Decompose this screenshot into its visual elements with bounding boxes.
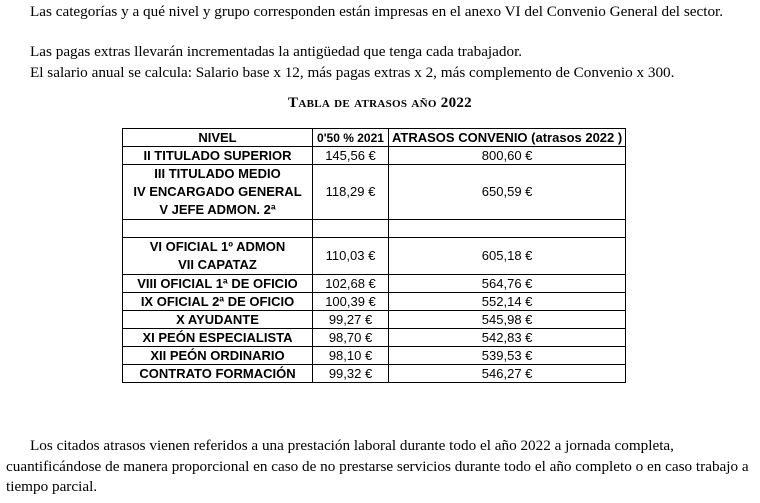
nivel-cell: VIII OFICIAL 1ª DE OFICIO [123, 275, 313, 293]
atrasos-cell: 650,59 € [389, 165, 626, 220]
header-nivel: NIVEL [123, 129, 313, 147]
nivel-cell: CONTRATO FORMACIÓN [123, 365, 313, 383]
intro-paragraph-salario-anual: El salario anual se calcula: Salario base x 12, más pagas extras x 2, más complemento de Convenio x 300. [30, 64, 675, 81]
blank-cell [123, 220, 313, 238]
pct-cell: 99,27 € [313, 311, 389, 329]
table-row [123, 275, 626, 293]
atrasos-table [122, 128, 626, 383]
table-row [123, 293, 626, 311]
nivel-cell [123, 165, 313, 220]
pct-cell: 118,29 € [313, 165, 389, 220]
atrasos-cell: 542,83 € [389, 329, 626, 347]
pct-cell: 110,03 € [313, 238, 389, 275]
nivel-cell: XI PEÓN ESPECIALISTA [123, 329, 313, 347]
pct-cell: 99,32 € [313, 365, 389, 383]
intro-paragraph-categorias: Las categorías y a qué nivel y grupo corresponden están impresas en el anexo VI del Convenio General del sector. [30, 3, 724, 20]
intro-paragraph-pagas-extras: Las pagas extras llevarán incrementadas la antigüedad que tenga cada trabajador. [30, 43, 523, 60]
table-row [123, 365, 626, 383]
blank-cell [389, 220, 626, 238]
nivel-cell: IX OFICIAL 2ª DE OFICIO [123, 293, 313, 311]
table-title: Tabla de atrasos año 2022 [288, 95, 472, 111]
atrasos-cell: 605,18 € [389, 238, 626, 275]
nivel-line: VII CAPATAZ [178, 257, 257, 272]
table-row [123, 165, 626, 220]
header-atrasos-convenio: ATRASOS CONVENIO (atrasos 2022 ) [389, 129, 626, 147]
pct-cell: 102,68 € [313, 275, 389, 293]
nivel-cell: II TITULADO SUPERIOR [123, 147, 313, 165]
nivel-line: V JEFE ADMON. 2ª [159, 202, 276, 217]
table-row [123, 311, 626, 329]
nivel-cell [123, 238, 313, 275]
blank-cell [313, 220, 389, 238]
nivel-cell: XII PEÓN ORDINARIO [123, 347, 313, 365]
table-header-row [123, 129, 626, 147]
nivel-line: IV ENCARGADO GENERAL [133, 184, 302, 199]
pct-cell: 98,70 € [313, 329, 389, 347]
table-row [123, 238, 626, 275]
table-row [123, 147, 626, 165]
nivel-cell: X AYUDANTE [123, 311, 313, 329]
pct-cell: 98,10 € [313, 347, 389, 365]
atrasos-cell: 539,53 € [389, 347, 626, 365]
atrasos-cell: 800,60 € [389, 147, 626, 165]
pct-cell: 100,39 € [313, 293, 389, 311]
atrasos-cell: 546,27 € [389, 365, 626, 383]
blank-row [123, 220, 626, 238]
atrasos-cell: 564,76 € [389, 275, 626, 293]
header-pct-2021: 0'50 % 2021 [313, 129, 389, 147]
table-row [123, 329, 626, 347]
closing-paragraph: Los citados atrasos vienen referidos a una prestación laboral durante todo el año 2022 a jornada completa, cuantificándose de manera proporcional en caso de no prestarse servicios durante todo el año completo o en caso trabajo a tiempo parcial. [6, 437, 749, 495]
nivel-line: III TITULADO MEDIO [154, 166, 281, 181]
table-row [123, 347, 626, 365]
nivel-line: VI OFICIAL 1º ADMON [149, 239, 286, 254]
atrasos-cell: 552,14 € [389, 293, 626, 311]
atrasos-cell: 545,98 € [389, 311, 626, 329]
pct-cell: 145,56 € [313, 147, 389, 165]
